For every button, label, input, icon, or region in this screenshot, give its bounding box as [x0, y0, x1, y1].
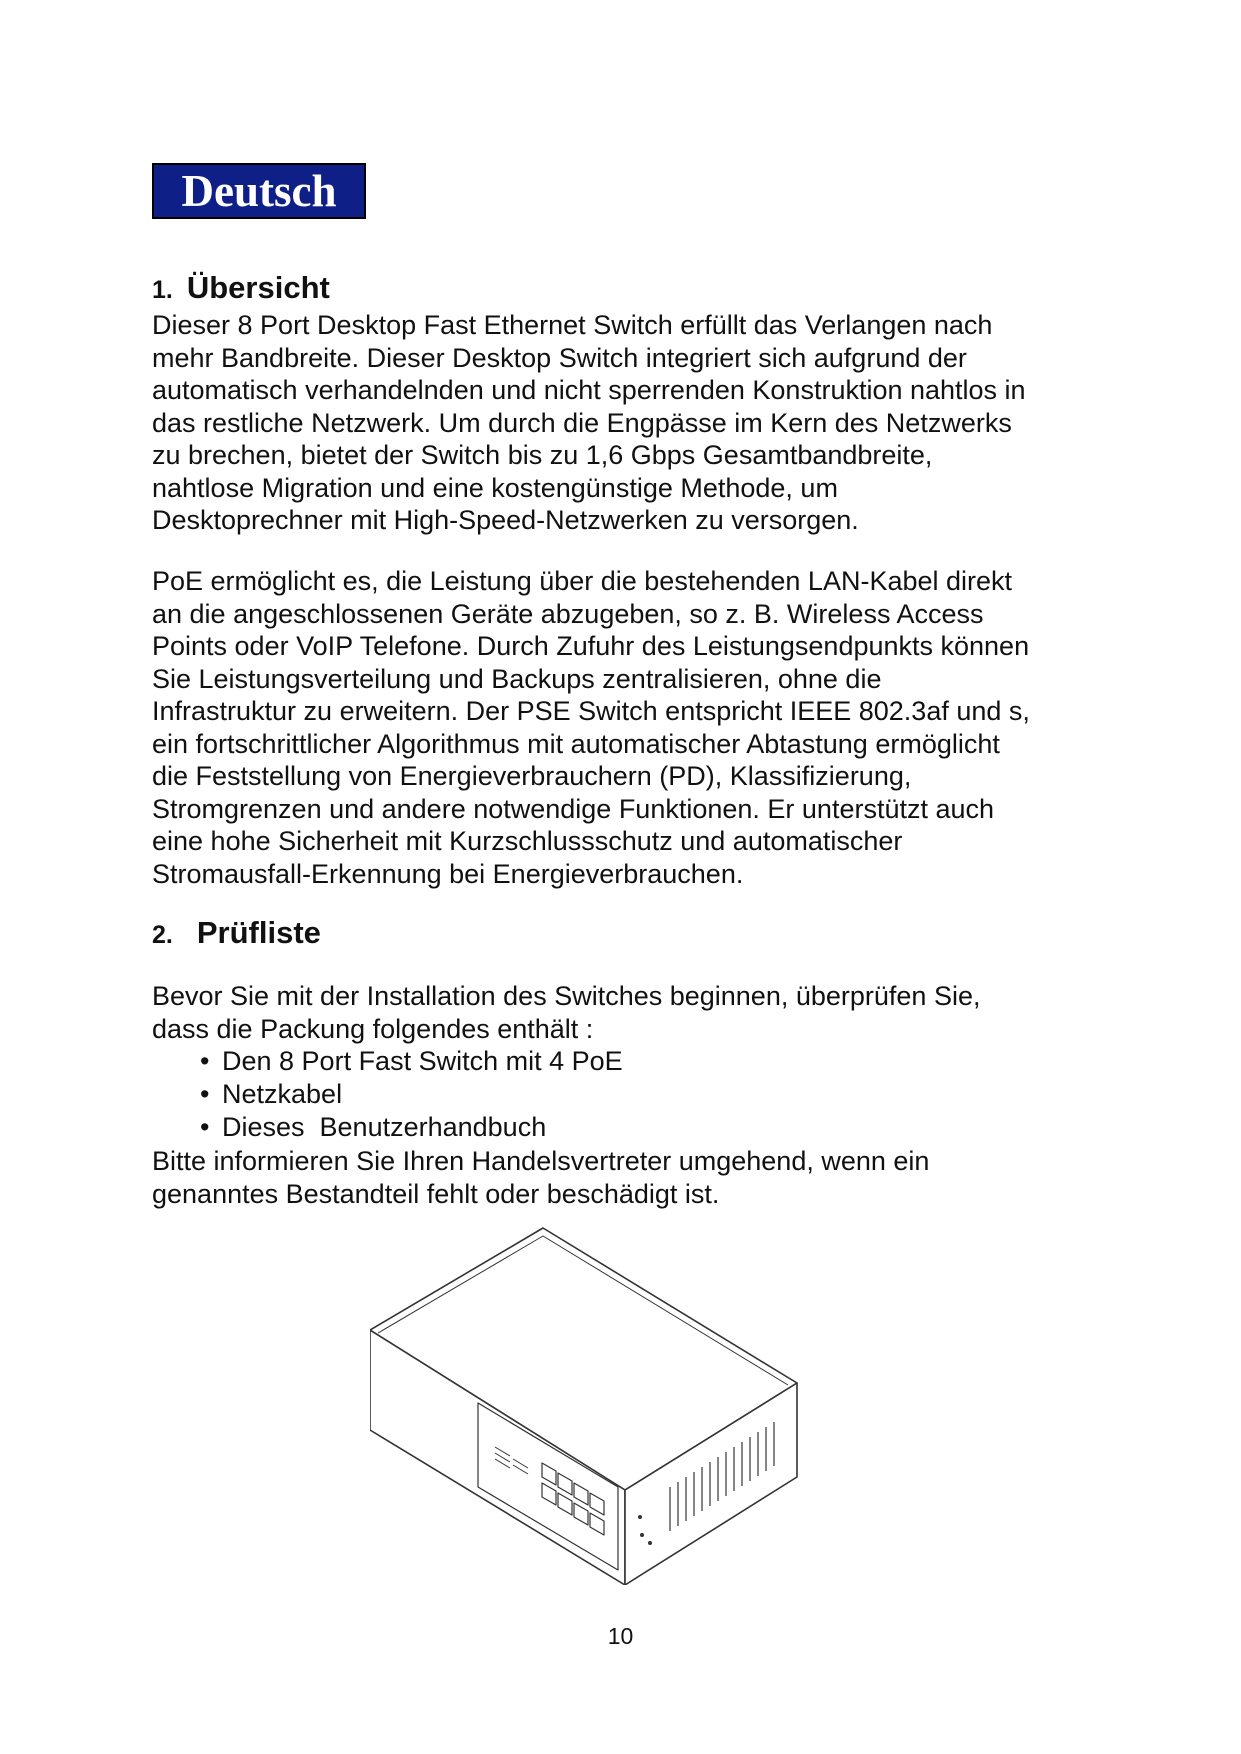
list-item-text: Den 8 Port Fast Switch mit 4 PoE	[222, 1046, 623, 1076]
text-line: Sie Leistungsverteilung und Backups zentralisieren, ohne die	[152, 663, 882, 694]
text-line: Infrastruktur zu erweitern. Der PSE Switch entspricht IEEE 802.3af und s,	[152, 696, 1030, 726]
list-item-text: Dieses Benutzerhandbuch	[222, 1112, 547, 1142]
text-line: die Feststellung von Energieverbrauchern (PD), Klassifizierung,	[152, 761, 912, 791]
text-line: automatisch verhandelnden und nicht sperrenden Konstruktion nahtlos in	[152, 375, 1026, 405]
section-2-title: Prüfliste	[196, 915, 321, 950]
switch-illustration	[370, 1225, 860, 1585]
list-item	[200, 1111, 623, 1144]
section-1-heading	[152, 270, 330, 308]
text-line: zu brechen, bietet der Switch bis zu 1,6 Gbps Gesamtbandbreite,	[152, 440, 933, 470]
text-line: Stromausfall-Erkennung bei Energieverbrauchen.	[152, 858, 744, 889]
text-line: Stromgrenzen und andere notwendige Funktionen. Er unterstützt auch	[152, 793, 995, 824]
text-line: Bevor Sie mit der Installation des Switches beginnen, überprüfen Sie,	[152, 981, 981, 1011]
overview-paragraph	[152, 309, 1087, 537]
list-item	[200, 1045, 623, 1078]
poe-paragraph	[152, 565, 1087, 890]
bullet-icon: •	[200, 1079, 210, 1109]
section-1-title: Übersicht	[186, 270, 330, 305]
checklist-intro	[152, 980, 1087, 1045]
text-line: ein fortschrittlicher Algorithmus mit automatischer Abtastung ermöglicht	[152, 728, 1000, 759]
list-item-text: Netzkabel	[222, 1079, 343, 1109]
text-line: eine hohe Sicherheit mit Kurzschlussschutz und automatischer	[152, 826, 903, 856]
text-line: nahtlose Migration und eine kostengünstige Methode, um	[152, 472, 838, 503]
text-line: dass die Packung folgendes enthält :	[152, 1013, 594, 1044]
text-line: mehr Bandbreite. Dieser Desktop Switch integriert sich aufgrund der	[152, 342, 967, 373]
section-2-heading	[152, 915, 321, 953]
package-contents-list	[200, 1045, 623, 1144]
list-item	[200, 1078, 623, 1111]
section-2-number: 2.	[152, 921, 173, 949]
section-1-number: 1.	[152, 276, 173, 304]
language-badge: Deutsch	[152, 163, 366, 219]
bullet-icon: •	[200, 1112, 210, 1142]
text-line: an die angeschlossenen Geräte abzugeben, so z. B. Wireless Access	[152, 598, 984, 629]
bullet-icon: •	[200, 1046, 210, 1076]
text-line: Bitte informieren Sie Ihren Handelsvertreter umgehend, wenn ein	[152, 1146, 930, 1176]
text-line: genanntes Bestandteil fehlt oder beschädigt ist.	[152, 1178, 720, 1209]
text-line: Desktoprechner mit High-Speed-Netzwerken zu versorgen.	[152, 505, 859, 535]
text-line: Dieser 8 Port Desktop Fast Ethernet Switch erfüllt das Verlangen nach	[152, 310, 993, 340]
text-line: Points oder VoIP Telefone. Durch Zufuhr des Leistungsendpunkts können	[152, 631, 1030, 661]
checklist-outro	[152, 1145, 1087, 1210]
text-line: PoE ermöglicht es, die Leistung über die bestehenden LAN-Kabel direkt	[152, 566, 1013, 596]
text-line: das restliche Netzwerk. Um durch die Engpässe im Kern des Netzwerks	[152, 407, 1012, 438]
page-number: 10	[607, 1623, 634, 1649]
